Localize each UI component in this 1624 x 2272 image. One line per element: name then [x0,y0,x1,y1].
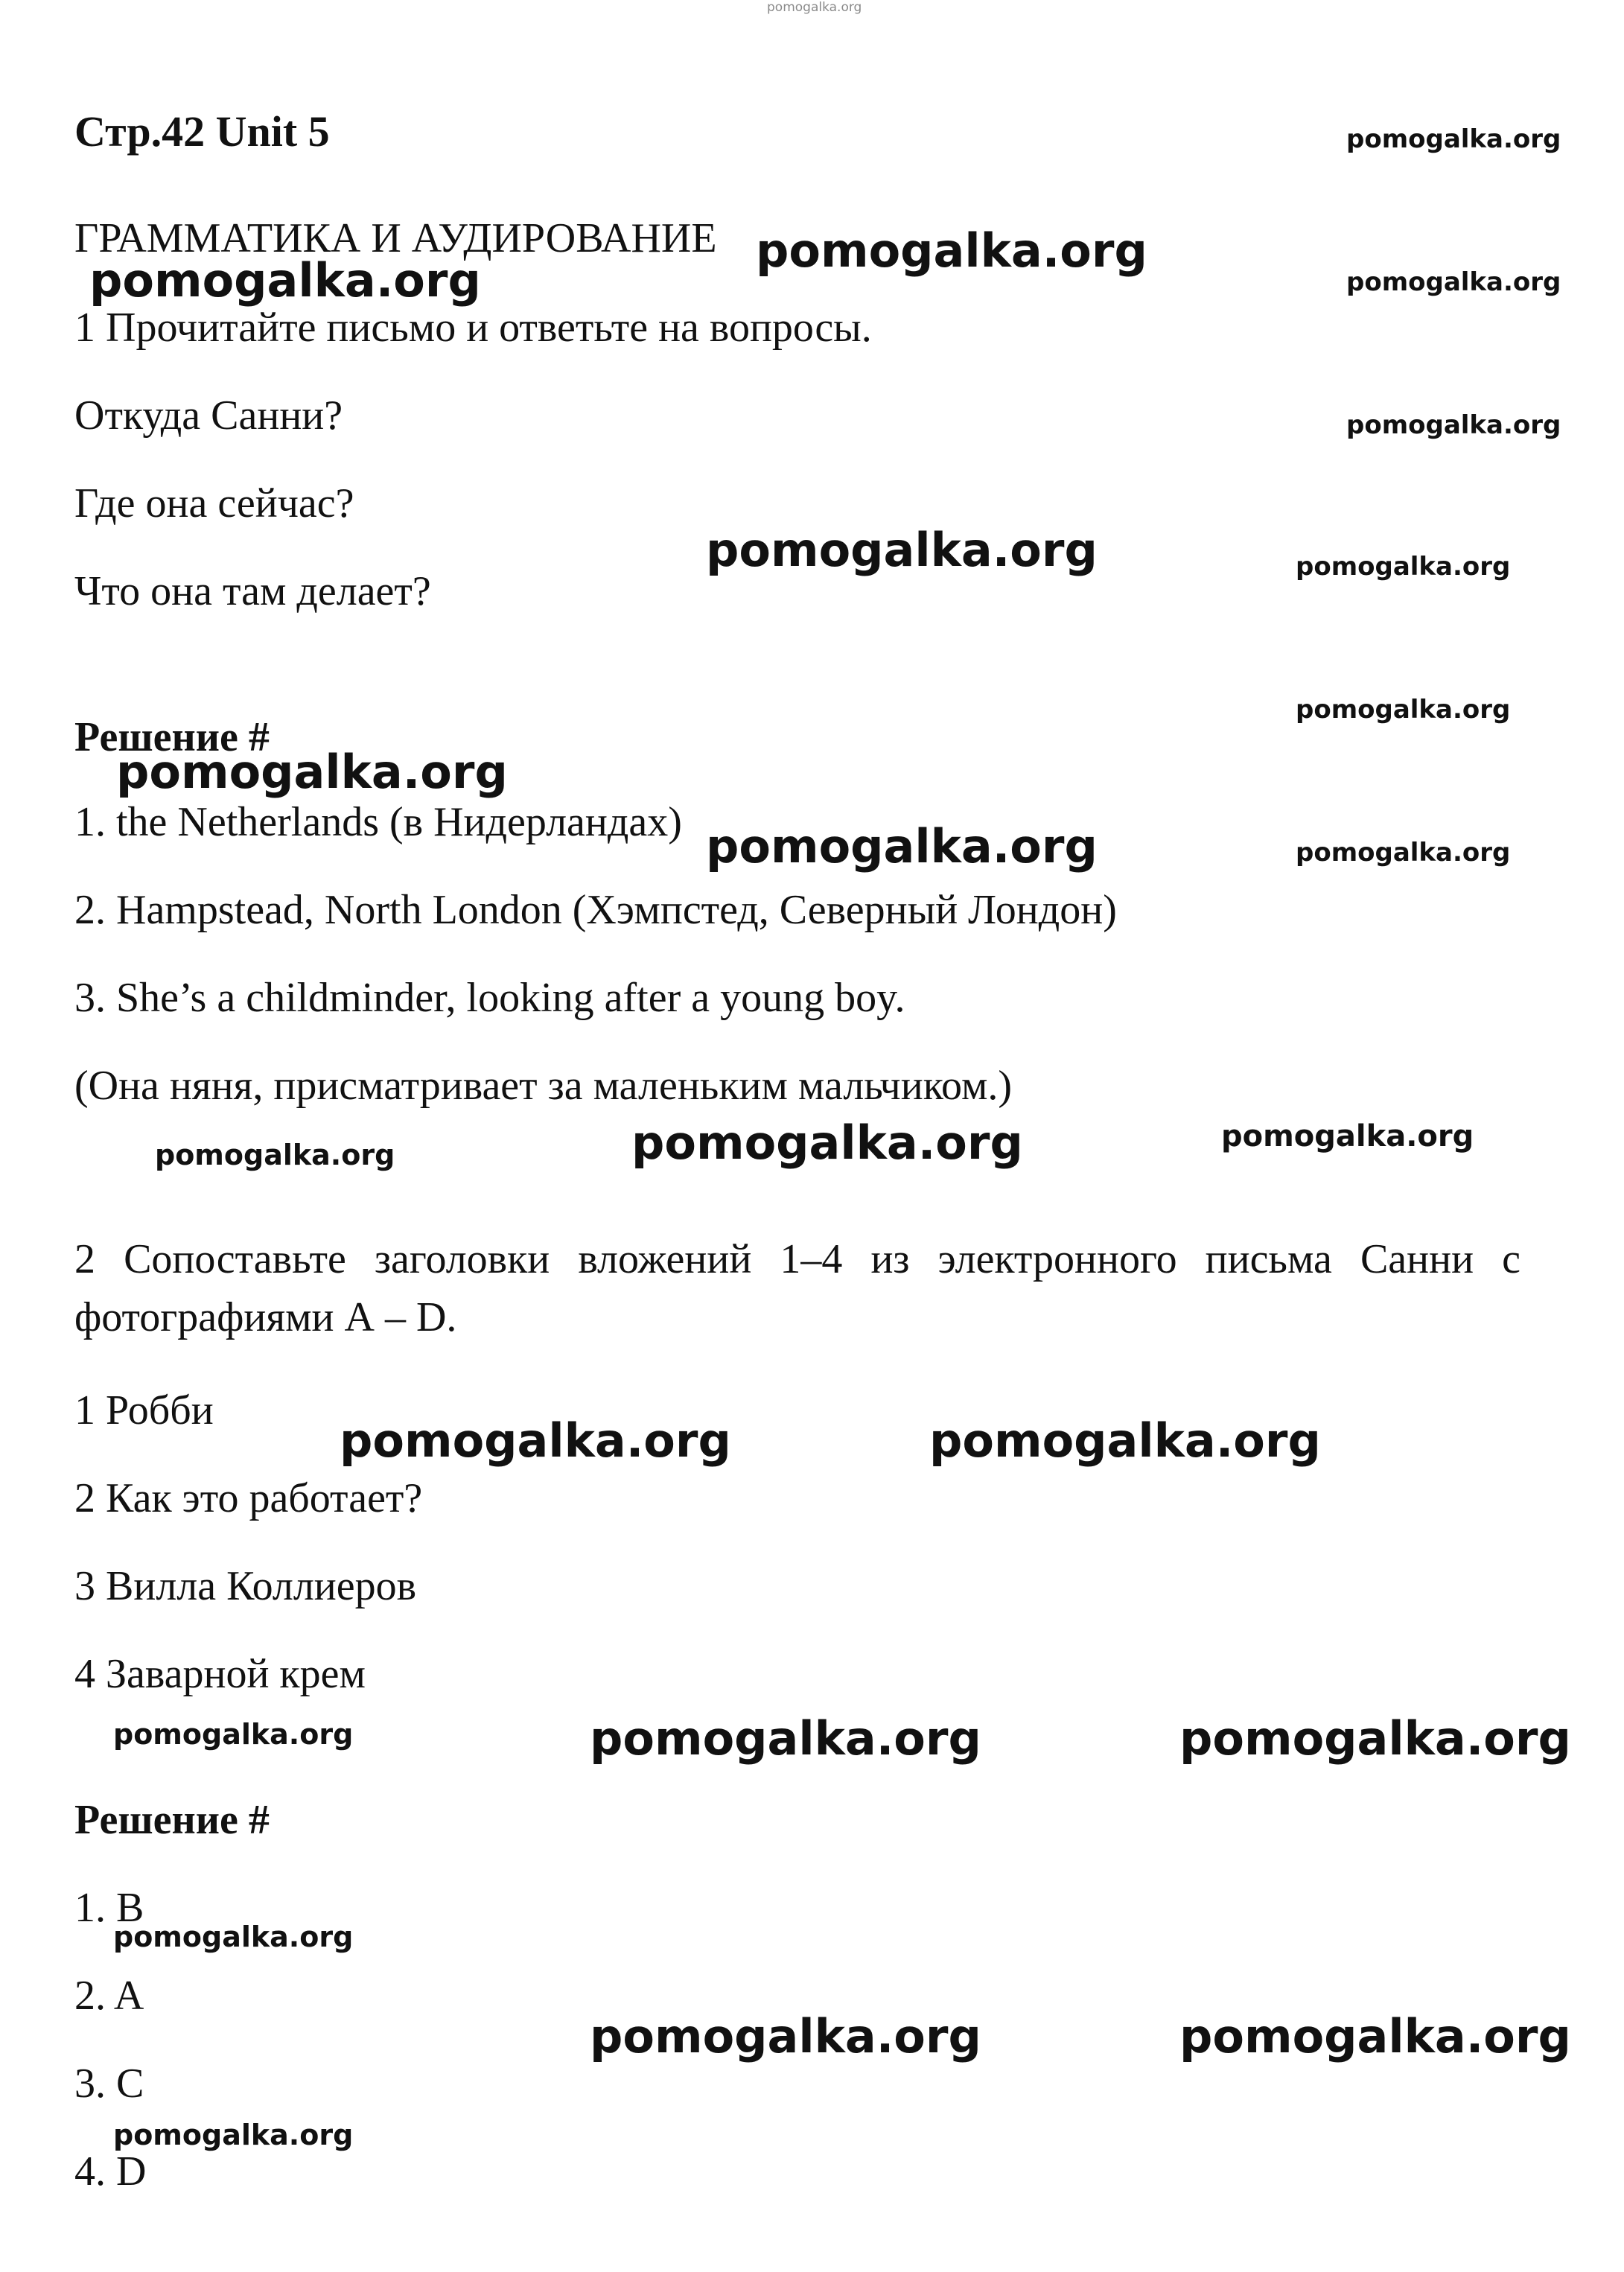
watermark-large: pomogalka.org [89,253,481,308]
task1-instruction: 1 Прочитайте письмо и ответьте на вопросы. [74,305,872,351]
task2-item: 2 Как это работает? [74,1475,423,1521]
watermark-large: pomogalka.org [116,745,508,799]
watermark-large: pomogalka.org [1179,1711,1571,1766]
solution1-answer: 3. She’s a childminder, looking after a young boy. [74,975,905,1021]
watermark-large: pomogalka.org [756,223,1147,278]
watermark-small: pomogalka.org [1296,552,1511,582]
task1-question: Что она там делает? [74,568,431,614]
watermark-top: pomogalka.org [767,0,862,15]
solution1-answer: 1. the Netherlands (в Нидерландах) [74,799,682,845]
task1-question: Откуда Санни? [74,392,343,439]
solution2-answer: 3. C [74,2061,144,2107]
solution1-answer-translation: (Она няня, присматривает за маленьким мальчиком.) [74,1063,1013,1109]
watermark-large: pomogalka.org [706,523,1098,577]
task1-question: Где она сейчас? [74,480,354,526]
task2-instruction: 2 Сопоставьте заголовки вложений 1–4 из электронного письма Санни с фотографиями А – D. [74,1236,1520,1340]
solution1-label: Решение # [74,714,270,760]
section-heading: ГРАММАТИКА И АУДИРОВАНИЕ [74,215,717,261]
watermark-large: pomogalka.org [631,1116,1023,1170]
solution2-answer: 4. D [74,2148,147,2195]
watermark-small: pomogalka.org [1346,124,1561,154]
watermark-large: pomogalka.org [590,1711,981,1766]
solution2-answer: 2. A [74,1973,144,2019]
watermark-large: pomogalka.org [1179,2009,1571,2063]
solution1-answer: 2. Hampstead, North London (Хэмпстед, Северный Лондон) [74,887,1117,933]
watermark-large: pomogalka.org [929,1413,1321,1468]
watermark-large: pomogalka.org [590,2009,981,2063]
watermark-small: pomogalka.org [1346,267,1561,297]
solution2-label: Решение # [74,1797,270,1843]
solution2-answer: 1. B [74,1885,144,1931]
page-title: Стр.42 Unit 5 [74,107,330,156]
watermark-large: pomogalka.org [706,819,1098,874]
task2-item: 4 Заварной крем [74,1651,366,1697]
watermark-small: pomogalka.org [113,1921,354,1953]
task2-item: 3 Вилла Коллиеров [74,1563,417,1609]
watermark-small: pomogalka.org [155,1139,395,1171]
watermark-small: pomogalka.org [1346,410,1561,440]
watermark-small: pomogalka.org [113,2119,354,2151]
task2-item: 1 Робби [74,1387,214,1433]
watermark-large: pomogalka.org [340,1413,731,1468]
watermark-small: pomogalka.org [1296,838,1511,868]
watermark-small: pomogalka.org [1296,695,1511,725]
watermark-small: pomogalka.org [113,1718,354,1751]
watermark-small: pomogalka.org [1221,1119,1474,1153]
